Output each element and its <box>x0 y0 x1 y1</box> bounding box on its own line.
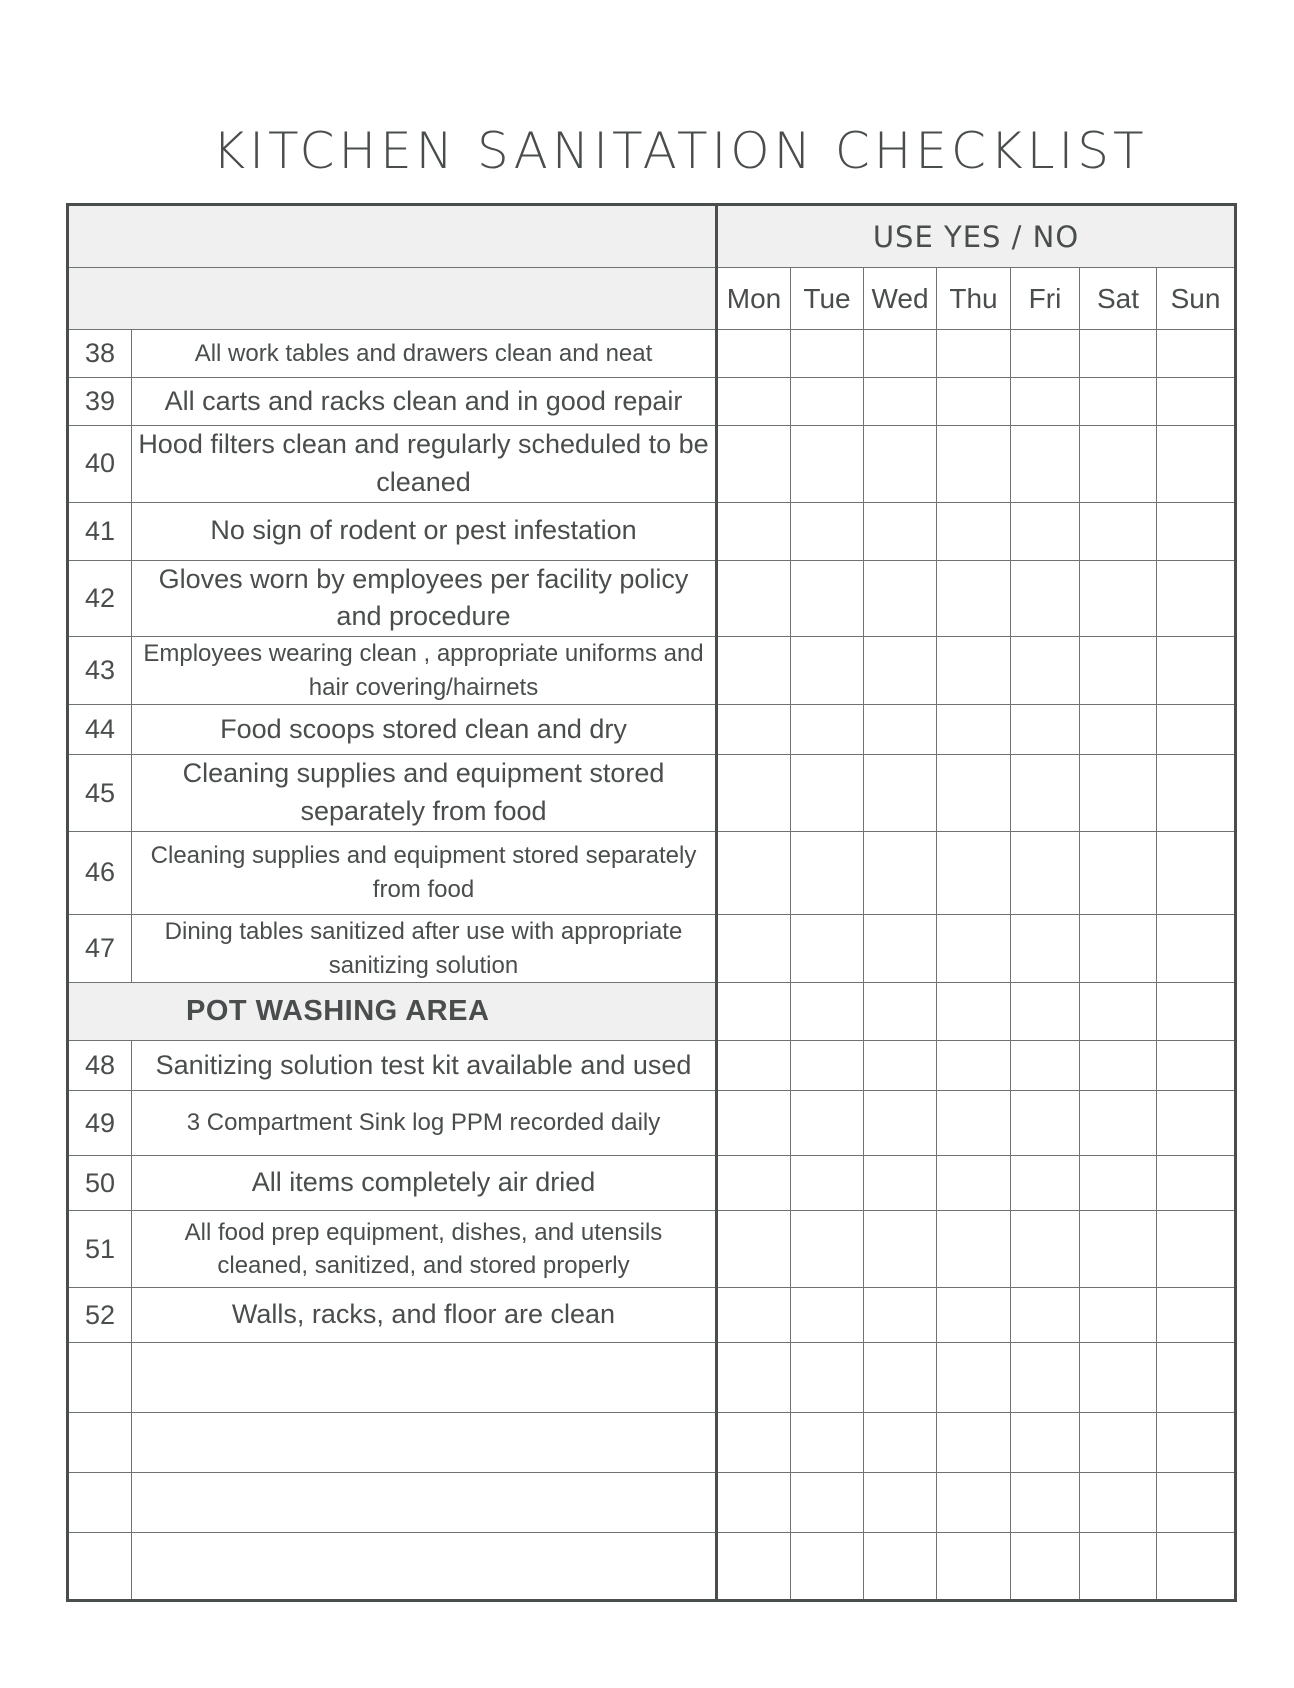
check-cell-sat[interactable] <box>1080 831 1157 914</box>
check-cell-thu[interactable] <box>937 983 1011 1041</box>
check-cell-sun[interactable] <box>1157 1091 1236 1156</box>
check-cell-mon[interactable] <box>717 330 791 378</box>
check-cell-thu[interactable] <box>937 330 1011 378</box>
item-description: Walls, racks, and floor are clean <box>132 1288 717 1343</box>
table-row <box>68 1091 1236 1156</box>
section-heading: POT WASHING AREA <box>68 983 717 1041</box>
item-number: 44 <box>68 705 132 755</box>
item-number: 42 <box>68 560 132 637</box>
check-cell-mon[interactable] <box>717 426 791 503</box>
check-cell-fri[interactable] <box>1011 1473 1080 1533</box>
check-cell-sat[interactable] <box>1080 1413 1157 1473</box>
check-cell-sat[interactable] <box>1080 1533 1157 1601</box>
check-cell-mon[interactable] <box>717 705 791 755</box>
check-cell-tue[interactable] <box>791 560 864 637</box>
check-cell-wed[interactable] <box>864 755 937 832</box>
day-header-sat: Sat <box>1080 268 1157 330</box>
check-cell-thu[interactable] <box>937 1473 1011 1533</box>
check-cell-mon[interactable] <box>717 502 791 560</box>
check-cell-wed[interactable] <box>864 1091 937 1156</box>
check-cell-wed[interactable] <box>864 378 937 426</box>
item-number: 51 <box>68 1211 132 1288</box>
check-cell-sun[interactable] <box>1157 914 1236 982</box>
check-cell-mon[interactable] <box>717 560 791 637</box>
check-cell-sun[interactable] <box>1157 1156 1236 1211</box>
check-cell-sat[interactable] <box>1080 755 1157 832</box>
check-cell-sun[interactable] <box>1157 755 1236 832</box>
page-title: KITCHEN SANITATION CHECKLIST <box>212 122 1148 180</box>
check-cell-fri[interactable] <box>1011 1211 1080 1288</box>
item-number: 48 <box>68 1041 132 1091</box>
check-cell-tue[interactable] <box>791 983 864 1041</box>
check-cell-tue[interactable] <box>791 1156 864 1211</box>
check-cell-wed[interactable] <box>864 1041 937 1091</box>
check-cell-sun[interactable] <box>1157 1211 1236 1288</box>
check-cell-tue[interactable] <box>791 637 864 705</box>
check-cell-thu[interactable] <box>937 637 1011 705</box>
item-description: Dining tables sanitized after use with appropriate sanitizing solution <box>132 914 717 982</box>
check-cell-thu[interactable] <box>937 1211 1011 1288</box>
check-cell-sat[interactable] <box>1080 560 1157 637</box>
header-row-days <box>68 268 1236 330</box>
item-number: 43 <box>68 637 132 705</box>
check-cell-fri[interactable] <box>1011 831 1080 914</box>
item-description: All work tables and drawers clean and neat <box>132 330 717 378</box>
check-cell-fri[interactable] <box>1011 1288 1080 1343</box>
check-cell-mon[interactable] <box>717 1473 791 1533</box>
check-cell-thu[interactable] <box>937 914 1011 982</box>
item-number: 49 <box>68 1091 132 1156</box>
check-cell-mon[interactable] <box>717 1091 791 1156</box>
check-cell-fri[interactable] <box>1011 1413 1080 1473</box>
check-cell-tue[interactable] <box>791 1288 864 1343</box>
check-cell-mon[interactable] <box>717 1533 791 1601</box>
item-description: Cleaning supplies and equipment stored separately from food <box>132 755 717 832</box>
blank-row <box>68 1413 1236 1473</box>
check-cell-tue[interactable] <box>791 426 864 503</box>
item-description: Hood filters clean and regularly scheduled to be cleaned <box>132 426 717 503</box>
table-row <box>68 705 1236 755</box>
check-cell-mon[interactable] <box>717 637 791 705</box>
day-header-mon: Mon <box>717 268 791 330</box>
item-number <box>68 1413 132 1473</box>
check-cell-mon[interactable] <box>717 983 791 1041</box>
check-cell-fri[interactable] <box>1011 983 1080 1041</box>
check-cell-thu[interactable] <box>937 831 1011 914</box>
table-row <box>68 1156 1236 1211</box>
item-number: 40 <box>68 426 132 503</box>
check-cell-wed[interactable] <box>864 502 937 560</box>
item-description <box>132 1533 717 1601</box>
item-number: 41 <box>68 502 132 560</box>
item-number: 52 <box>68 1288 132 1343</box>
check-cell-fri[interactable] <box>1011 1343 1080 1413</box>
check-cell-mon[interactable] <box>717 1211 791 1288</box>
check-cell-wed[interactable] <box>864 914 937 982</box>
check-cell-tue[interactable] <box>791 705 864 755</box>
item-number <box>68 1533 132 1601</box>
check-cell-sat[interactable] <box>1080 1288 1157 1343</box>
check-cell-thu[interactable] <box>937 1041 1011 1091</box>
check-cell-sat[interactable] <box>1080 502 1157 560</box>
check-cell-tue[interactable] <box>791 1211 864 1288</box>
header-blank-cell <box>68 205 717 268</box>
check-cell-wed[interactable] <box>864 1473 937 1533</box>
check-cell-tue[interactable] <box>791 755 864 832</box>
check-cell-wed[interactable] <box>864 1533 937 1601</box>
item-number: 38 <box>68 330 132 378</box>
check-cell-wed[interactable] <box>864 560 937 637</box>
item-number: 45 <box>68 755 132 832</box>
check-cell-tue[interactable] <box>791 330 864 378</box>
check-cell-mon[interactable] <box>717 755 791 832</box>
check-cell-fri[interactable] <box>1011 1041 1080 1091</box>
check-cell-sat[interactable] <box>1080 1091 1157 1156</box>
item-description <box>132 1473 717 1533</box>
check-cell-sun[interactable] <box>1157 560 1236 637</box>
blank-row <box>68 1533 1236 1601</box>
check-cell-sun[interactable] <box>1157 330 1236 378</box>
blank-row <box>68 1343 1236 1413</box>
check-cell-thu[interactable] <box>937 426 1011 503</box>
check-cell-thu[interactable] <box>937 1533 1011 1601</box>
table-row <box>68 637 1236 705</box>
check-cell-fri[interactable] <box>1011 378 1080 426</box>
check-cell-wed[interactable] <box>864 1156 937 1211</box>
table-row <box>68 1288 1236 1343</box>
check-cell-sat[interactable] <box>1080 1211 1157 1288</box>
section-row <box>68 983 1236 1041</box>
check-cell-wed[interactable] <box>864 637 937 705</box>
check-cell-sat[interactable] <box>1080 1343 1157 1413</box>
check-cell-sun[interactable] <box>1157 637 1236 705</box>
check-cell-tue[interactable] <box>791 1041 864 1091</box>
checklist-table <box>66 203 1237 1602</box>
check-cell-wed[interactable] <box>864 426 937 503</box>
check-cell-thu[interactable] <box>937 378 1011 426</box>
item-description: No sign of rodent or pest infestation <box>132 502 717 560</box>
item-number: 46 <box>68 831 132 914</box>
check-cell-wed[interactable] <box>864 1343 937 1413</box>
check-cell-fri[interactable] <box>1011 705 1080 755</box>
check-cell-wed[interactable] <box>864 705 937 755</box>
check-cell-fri[interactable] <box>1011 1533 1080 1601</box>
check-cell-fri[interactable] <box>1011 426 1080 503</box>
day-header-thu: Thu <box>937 268 1011 330</box>
check-cell-tue[interactable] <box>791 1533 864 1601</box>
check-cell-sat[interactable] <box>1080 426 1157 503</box>
check-cell-thu[interactable] <box>937 755 1011 832</box>
item-number: 39 <box>68 378 132 426</box>
check-cell-fri[interactable] <box>1011 1091 1080 1156</box>
check-cell-tue[interactable] <box>791 502 864 560</box>
table-row <box>68 1041 1236 1091</box>
check-cell-wed[interactable] <box>864 831 937 914</box>
check-cell-mon[interactable] <box>717 914 791 982</box>
check-cell-sun[interactable] <box>1157 502 1236 560</box>
check-cell-thu[interactable] <box>937 1091 1011 1156</box>
check-cell-wed[interactable] <box>864 1288 937 1343</box>
check-cell-fri[interactable] <box>1011 502 1080 560</box>
check-cell-sat[interactable] <box>1080 378 1157 426</box>
item-description <box>132 1413 717 1473</box>
item-description: Sanitizing solution test kit available and used <box>132 1041 717 1091</box>
day-header-wed: Wed <box>864 268 937 330</box>
check-cell-fri[interactable] <box>1011 637 1080 705</box>
day-header-fri: Fri <box>1011 268 1080 330</box>
table-row <box>68 831 1236 914</box>
check-cell-wed[interactable] <box>864 330 937 378</box>
table-row <box>68 330 1236 378</box>
check-cell-sun[interactable] <box>1157 705 1236 755</box>
check-cell-sun[interactable] <box>1157 1533 1236 1601</box>
check-cell-sat[interactable] <box>1080 330 1157 378</box>
check-cell-mon[interactable] <box>717 1156 791 1211</box>
item-number: 50 <box>68 1156 132 1211</box>
day-header-tue: Tue <box>791 268 864 330</box>
check-cell-thu[interactable] <box>937 705 1011 755</box>
check-cell-thu[interactable] <box>937 1288 1011 1343</box>
check-cell-sat[interactable] <box>1080 705 1157 755</box>
check-cell-mon[interactable] <box>717 1288 791 1343</box>
item-description: 3 Compartment Sink log PPM recorded daily <box>132 1091 717 1156</box>
item-description: Employees wearing clean , appropriate uniforms and hair covering/hairnets <box>132 637 717 705</box>
day-header-sun: Sun <box>1157 268 1236 330</box>
table-row <box>68 378 1236 426</box>
check-cell-fri[interactable] <box>1011 330 1080 378</box>
table-row <box>68 426 1236 503</box>
check-cell-sat[interactable] <box>1080 983 1157 1041</box>
blank-row <box>68 1473 1236 1533</box>
check-cell-wed[interactable] <box>864 1211 937 1288</box>
check-cell-tue[interactable] <box>791 914 864 982</box>
item-description: All items completely air dried <box>132 1156 717 1211</box>
check-cell-tue[interactable] <box>791 1473 864 1533</box>
check-cell-tue[interactable] <box>791 1413 864 1473</box>
check-cell-sun[interactable] <box>1157 831 1236 914</box>
table-row <box>68 914 1236 982</box>
check-cell-sat[interactable] <box>1080 1473 1157 1533</box>
check-cell-fri[interactable] <box>1011 560 1080 637</box>
check-cell-mon[interactable] <box>717 831 791 914</box>
check-cell-sun[interactable] <box>1157 426 1236 503</box>
check-cell-mon[interactable] <box>717 378 791 426</box>
check-cell-wed[interactable] <box>864 983 937 1041</box>
item-description: Food scoops stored clean and dry <box>132 705 717 755</box>
check-cell-sun[interactable] <box>1157 1413 1236 1473</box>
check-cell-thu[interactable] <box>937 1343 1011 1413</box>
table-row <box>68 502 1236 560</box>
item-description: Gloves worn by employees per facility policy and procedure <box>132 560 717 637</box>
item-description: Cleaning supplies and equipment stored separately from food <box>132 831 717 914</box>
item-description: All food prep equipment, dishes, and utensils cleaned, sanitized, and stored properly <box>132 1211 717 1288</box>
header-blank-cell <box>68 268 717 330</box>
check-cell-sun[interactable] <box>1157 983 1236 1041</box>
item-number <box>68 1343 132 1413</box>
check-cell-sun[interactable] <box>1157 378 1236 426</box>
check-cell-tue[interactable] <box>791 1343 864 1413</box>
check-cell-tue[interactable] <box>791 1091 864 1156</box>
check-cell-sun[interactable] <box>1157 1343 1236 1413</box>
check-cell-sat[interactable] <box>1080 1041 1157 1091</box>
check-cell-thu[interactable] <box>937 1413 1011 1473</box>
table-row <box>68 560 1236 637</box>
yes-no-instruction: USE YES / NO <box>717 205 1236 268</box>
check-cell-mon[interactable] <box>717 1413 791 1473</box>
check-cell-sun[interactable] <box>1157 1041 1236 1091</box>
table-row <box>68 1211 1236 1288</box>
check-cell-sat[interactable] <box>1080 914 1157 982</box>
check-cell-fri[interactable] <box>1011 914 1080 982</box>
check-cell-fri[interactable] <box>1011 755 1080 832</box>
check-cell-thu[interactable] <box>937 560 1011 637</box>
item-number: 47 <box>68 914 132 982</box>
header-row-instruction <box>68 205 1236 268</box>
check-cell-tue[interactable] <box>791 831 864 914</box>
item-number <box>68 1473 132 1533</box>
check-cell-wed[interactable] <box>864 1413 937 1473</box>
table-row <box>68 755 1236 832</box>
item-description: All carts and racks clean and in good repair <box>132 378 717 426</box>
check-cell-sun[interactable] <box>1157 1473 1236 1533</box>
check-cell-mon[interactable] <box>717 1343 791 1413</box>
check-cell-sun[interactable] <box>1157 1288 1236 1343</box>
check-cell-mon[interactable] <box>717 1041 791 1091</box>
check-cell-thu[interactable] <box>937 502 1011 560</box>
check-cell-thu[interactable] <box>937 1156 1011 1211</box>
check-cell-sat[interactable] <box>1080 637 1157 705</box>
check-cell-fri[interactable] <box>1011 1156 1080 1211</box>
check-cell-sat[interactable] <box>1080 1156 1157 1211</box>
check-cell-tue[interactable] <box>791 378 864 426</box>
item-description <box>132 1343 717 1413</box>
